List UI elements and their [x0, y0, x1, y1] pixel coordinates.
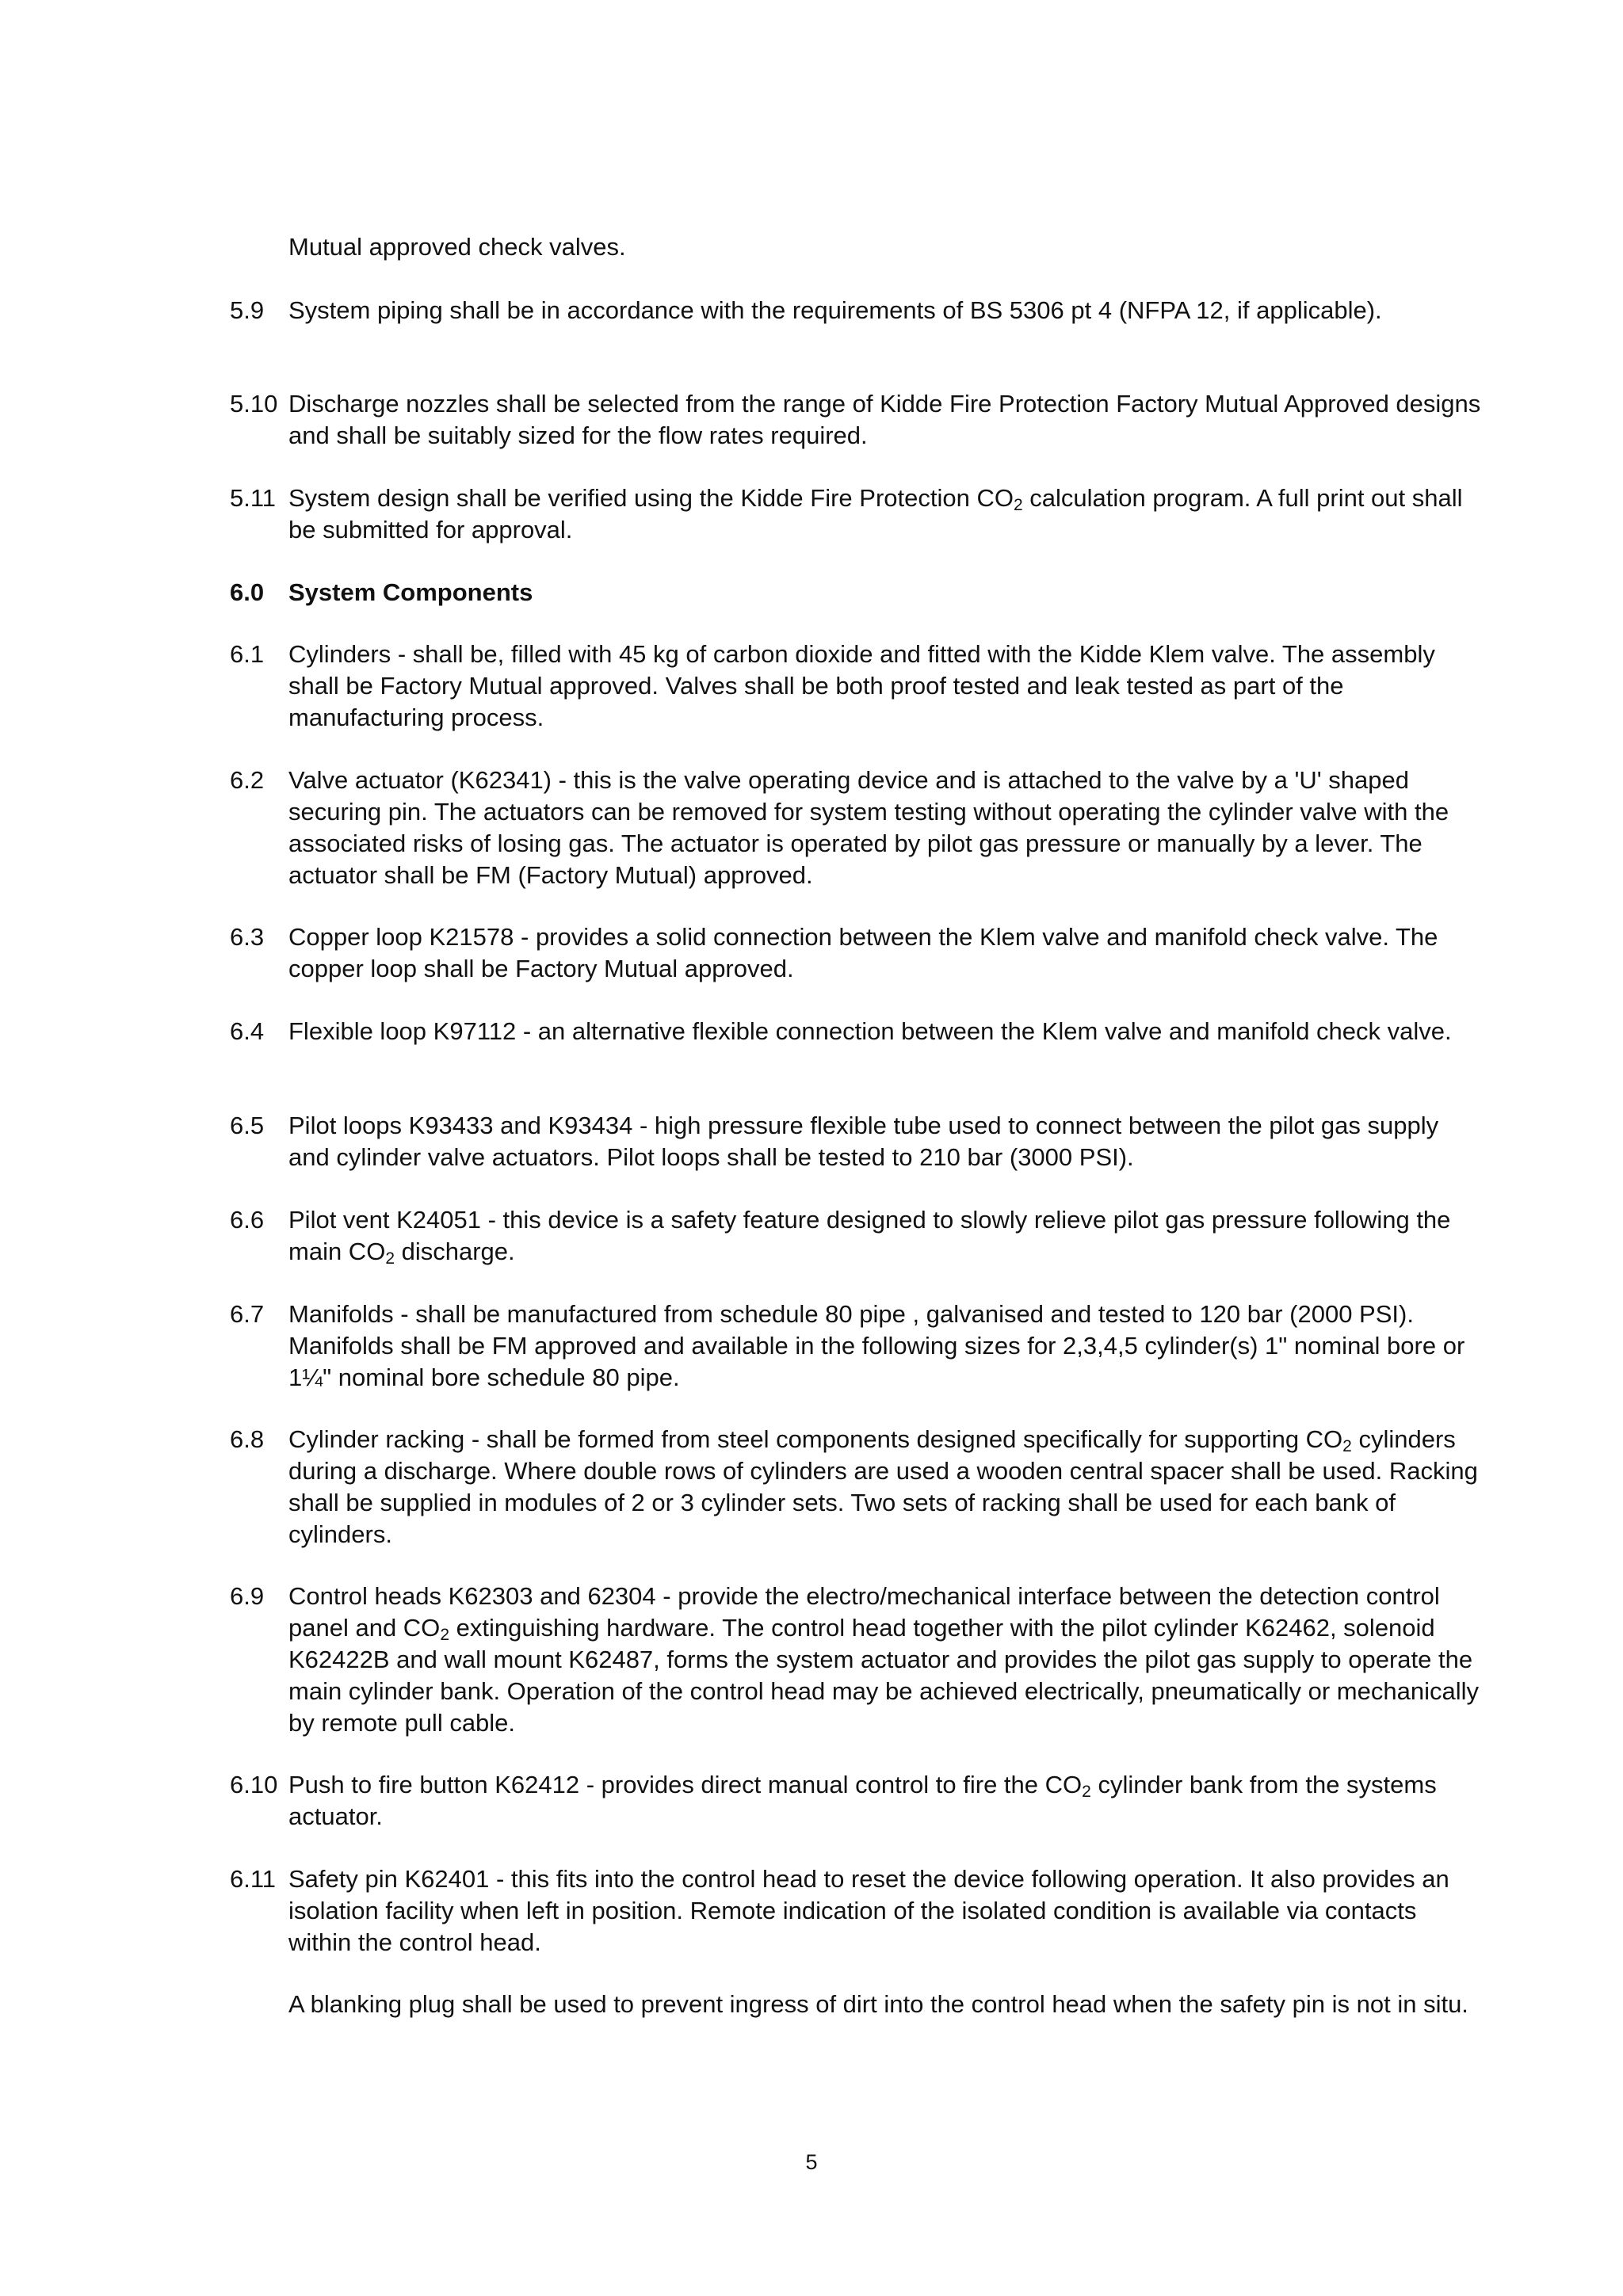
- clause-6-7: [230, 1299, 1482, 1394]
- page-number: 5: [805, 2150, 818, 2174]
- clause-number: 6.5: [230, 1112, 265, 1139]
- clause-text: System design shall be verified using the Kidde Fire Protection $CO_2$ calculation program. A full print out shall be submitted for approval.: [288, 484, 1463, 543]
- clause-text: Safety pin K62401 - this fits into the control head to reset the device following operation. It also provides an isolation facility when left in position. Remote indication of the isolated condition is available via contacts within the control head.: [288, 1865, 1449, 1956]
- clause-6-11: [230, 1863, 1482, 1958]
- clause-number: 6.4: [230, 1017, 265, 1045]
- clause-6-9: [230, 1581, 1482, 1739]
- clause-6-2: [230, 765, 1482, 891]
- continuation-paragraph: [230, 231, 1482, 263]
- clause-number: 6.1: [230, 640, 265, 668]
- clause-text: Cylinders - shall be, filled with 45 kg of carbon dioxide and fitted with the Kidde Klem valve. The assembly shall be Factory Mutual approved. Valves shall be both proof tested and leak tested as part of the manufacturing process.: [288, 640, 1435, 731]
- clause-6-6: [230, 1204, 1482, 1268]
- clause-number: 6.10: [230, 1771, 278, 1798]
- clause-text: Valve actuator (K62341) - this is the valve operating device and is attached to the valve by a 'U' shaped securing pin. The actuators can be removed for system testing without operating the cylinder valve with the associated risks of losing gas. The actuator is operated by pilot gas pressure or manually by a lever. The actuator shall be FM (Factory Mutual) approved.: [288, 766, 1449, 889]
- clause-number: 6.2: [230, 766, 265, 794]
- clause-number: 5.10: [230, 390, 278, 418]
- clause-6-10: [230, 1769, 1482, 1833]
- clause-5-11: [230, 482, 1482, 546]
- clause-number: 6.7: [230, 1300, 265, 1328]
- clause-number: 6.8: [230, 1425, 265, 1453]
- section-heading-6-0: [230, 577, 1482, 608]
- section-number: 6.0: [230, 578, 265, 606]
- clause-5-9: [230, 295, 1482, 326]
- clause-number: 5.9: [230, 296, 265, 324]
- clause-text: Copper loop K21578 - provides a solid connection between the Klem valve and manifold check valve. The copper loop shall be Factory Mutual approved.: [288, 923, 1438, 982]
- section-title: System Components: [288, 578, 533, 606]
- clause-text: Pilot vent K24051 - this device is a safety feature designed to slowly relieve pilot gas pressure following the main $CO_2$ discharge.: [288, 1206, 1451, 1268]
- clause-text: Pilot loops K93433 and K93434 - high pressure flexible tube used to connect between the pilot gas supply and cylinder valve actuators. Pilot loops shall be tested to 210 bar (3000 PSI).: [288, 1112, 1439, 1171]
- clause-text: Manifolds - shall be manufactured from schedule 80 pipe , galvanised and tested to 120 bar (2000 PSI). Manifolds shall be FM approved and available in the following sizes for 2,3,4,5 cylinder(s) 1" nominal bore or 1¼" nominal bore schedule 80 pipe.: [288, 1300, 1465, 1391]
- clause-6-5: [230, 1110, 1482, 1173]
- clause-6-4: [230, 1016, 1482, 1047]
- clause-text: Push to fire button K62412 - provides direct manual control to fire the $CO_2$ cylinder bank from the systems actuator.: [288, 1771, 1437, 1830]
- clause-text: Discharge nozzles shall be selected from the range of Kidde Fire Protection Factory Mutual Approved designs and shall be suitably sized for the flow rates required.: [288, 390, 1481, 449]
- paragraph-text: A blanking plug shall be used to prevent ingress of dirt into the control head when the safety pin is not in situ.: [288, 1990, 1468, 2018]
- clause-text: Cylinder racking - shall be formed from steel components designed specifically for supporting $CO_2$ cylinders during a discharge. Where double rows of cylinders are used a wooden central spacer shall be used. Racking shall be supplied in modules of 2 or 3 cylinder sets. Two sets of racking shall be used for each bank of cylinders.: [288, 1425, 1478, 1548]
- clause-text: System piping shall be in accordance with the requirements of BS 5306 pt 4 (NFPA 12, if applicable).: [288, 296, 1382, 324]
- clause-6-8: [230, 1424, 1482, 1550]
- clause-number: 6.3: [230, 923, 265, 951]
- closing-paragraph: [230, 1989, 1482, 2020]
- paragraph-text: Mutual approved check valves.: [288, 233, 626, 261]
- clause-6-3: [230, 921, 1482, 985]
- clause-text: Control heads K62303 and 62304 - provide the electro/mechanical interface between the detection control panel and $CO_2$ extinguishing hardware. The control head together with the pilot cylinder K62462, solenoid K62422B and wall mount K62487, forms the system actuator and provides the pilot gas supply to operate the main cylinder bank. Operation of the control head may be achieved electrically, pneumatically or mechanically by remote pull cable.: [288, 1582, 1479, 1737]
- clause-number: 6.6: [230, 1206, 265, 1234]
- clause-6-1: [230, 639, 1482, 734]
- clause-number: 6.11: [230, 1865, 277, 1893]
- clause-5-10: [230, 388, 1482, 452]
- clause-text: Flexible loop K97112 - an alternative flexible connection between the Klem valve and manifold check valve.: [288, 1017, 1452, 1045]
- clause-number: 6.9: [230, 1582, 265, 1610]
- clause-number: 5.11: [230, 484, 277, 512]
